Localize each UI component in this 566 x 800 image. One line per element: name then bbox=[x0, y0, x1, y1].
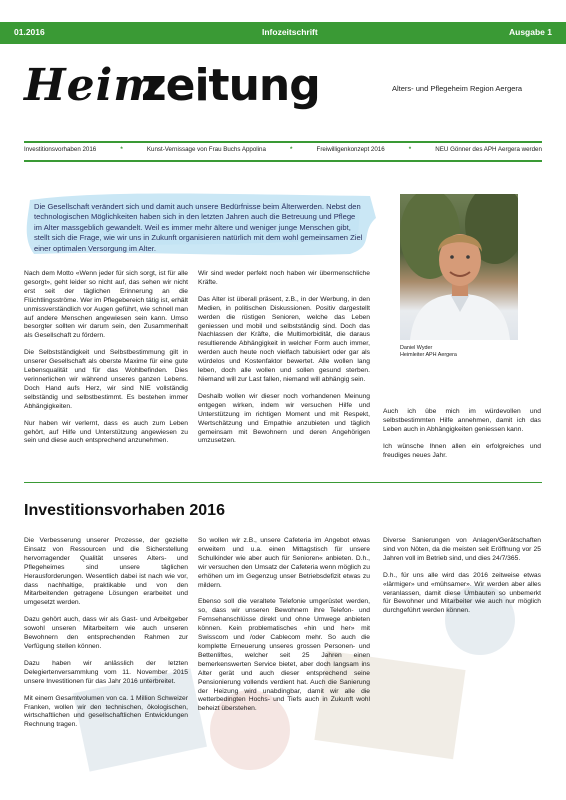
article1-column-2 bbox=[198, 270, 370, 454]
portrait-photo bbox=[400, 194, 518, 340]
paragraph: Das Alter ist überall präsent, z.B., in der Werbung, in den Medien, in politischen Diskussionen. Positiv dargestellt werden die rüstigen Senioren, welche das Leben geniessen und mobil und selbstständig sind. Doch das Nachlassen der Kräfte, die Multimorbidität, die daraus resultierende Abhängigkeit in welcher Form auch immer, werden auch heute noch vielfach tabuisiert oder gar als würdelos und Kostenfaktor bewertet. Alle wollen lang leben, doch alle wollen und sollen gesund sterben. Niemand will zur Last fallen, niemand will abhängig sein. bbox=[198, 295, 370, 383]
issue-number: 01.2016 bbox=[14, 27, 45, 37]
caption-name: Daniel Wyder bbox=[400, 345, 433, 351]
paragraph: Deshalb wollen wir dieser noch vorhandenen Meinung entgegen wirken, indem wir versuchen Hilfe und Unterstützung im richtigen Moment und mit Respekt, Wertschätzung und Empathie anzubieten und täglich gemeinsam mit Bewohnern und deren Angehörigen umzusetzen. bbox=[198, 392, 370, 445]
nav-separator: * bbox=[120, 146, 123, 153]
photo-caption bbox=[400, 345, 457, 359]
paragraph: Auch ich übe mich im würdevollen und selbstbestimmten Hilfe annehmen, damit ich das Leben auch in Abhängigkeiten geniessen kann. bbox=[383, 408, 541, 433]
nav-separator: * bbox=[408, 146, 412, 153]
nav-item: Kunst-Vernissage von Frau Buchs Appolina bbox=[146, 146, 266, 153]
masthead-logo bbox=[24, 58, 364, 118]
logo-script: Heim bbox=[24, 60, 161, 111]
contents-nav bbox=[24, 146, 542, 158]
nav-item: Investitionsvorhaben 2016 bbox=[24, 146, 97, 153]
intro-paragraph: Die Gesellschaft verändert sich und damit auch unsere Bedürfnisse beim Älterwerden. Nebst den technologischen Möglichkeiten haben sich in den letzten Jahren auch die Betreuung und Pflege im Alter massgeblich gewandelt. Weil es immer mehr ältere und weniger junge Menschen gibt, stellt sich die Frage, wie wir uns in Zukunft organisieren natürlich mit dem wohl gemeinsamen Ziel einer optimalen Versorgung im Alter. bbox=[34, 202, 363, 253]
portrait-illustration bbox=[400, 194, 518, 340]
section2-column-3 bbox=[383, 537, 541, 624]
paragraph: Diverse Sanierungen von Anlagen/Gerätschaften sind von Nöten, da die meisten seit Eröffnung vor 25 Jahren voll im Betrieb sind, und dies 24/7/365. bbox=[383, 537, 541, 562]
top-banner bbox=[0, 22, 566, 44]
paragraph: Dazu haben wir anlässlich der letzten Delegiertenversammlung vom 11. November 2015 unsere Investitionen für das Jahr 2016 unterbreitet. bbox=[24, 659, 188, 685]
nav-item: Freiwilligenkonzept 2016 bbox=[316, 146, 385, 153]
section-divider bbox=[24, 482, 542, 483]
nav-item: NEU Gönner des APH Aergera werden bbox=[435, 146, 542, 153]
nav-divider-bottom bbox=[24, 160, 542, 162]
logo-plain: zeitung bbox=[141, 60, 320, 111]
paragraph: So wollen wir z.B., unsere Cafeteria im Angebot etwas erweitern und u.a. einen Mittagstisch für unsere Schulkinder wie aber auch für Senioren« anbieten. D.h., wir versuchen den Umsatz der Cafeteria wenn möglich zu erhöhen um im Gegenzug unser Betriebsdefizit etwas zu mildern. bbox=[198, 537, 370, 589]
article1-column-1 bbox=[24, 270, 188, 454]
nav-divider-top bbox=[24, 141, 542, 143]
paragraph: Dazu gehört auch, dass wir als Gast- und Arbeitgeber sowohl unseren Mitarbeitern wie auch unseren Bewohnern den entsprechenden Rahmen zur Verfügung stellen können. bbox=[24, 616, 188, 650]
paragraph: Die Verbesserung unserer Prozesse, der gezielte Einsatz von Ressourcen und die Sicherstellung hervorragender Qualität unseres Alters- und Pflegeheimes sind unsere täglichen Herausforderungen. Wesentlich dabei ist nach wie vor, dass nachhaltige, praktikable und von den Mitarbeitenden getragene Lösungen erarbeitet und umgesetzt werden. bbox=[24, 537, 188, 607]
tagline: Alters- und Pflegeheim Region Aergera bbox=[392, 84, 523, 93]
paragraph: Nur haben wir verlernt, dass es auch zum Leben gehört, auf Hilfe und Unterstützung angewiesen zu sein und diese auch entsprechend anzunehmen. bbox=[24, 419, 188, 445]
section2-column-1 bbox=[24, 537, 188, 738]
edition-label: Ausgabe 1 bbox=[509, 27, 552, 37]
caption-role: Heimleiter APH Aergera bbox=[400, 352, 457, 358]
section-title: Investitionsvorhaben 2016 bbox=[24, 502, 225, 519]
paragraph: Ich wünsche Ihnen allen ein erfolgreiches und freudiges neues Jahr. bbox=[383, 442, 541, 459]
nav-separator: * bbox=[290, 146, 293, 153]
paragraph: Nach dem Motto «Wenn jeder für sich sorgt, ist für alle gesorgt», geht leider so nicht auf, das sehen wir nicht erst seit der täglichen Erinnerung an die Flüchtlingsströme. Wer im Pflegebereich tätig ist, erhält unmissverständlich vor Augen geführt, wie schnell man auf andere Menschen angewiesen sein kann. Umso besorgter sollten wir darum sein, den Zusammenhalt als Gesellschaft zu fördern. bbox=[24, 270, 188, 340]
article1-column-3 bbox=[383, 408, 541, 469]
paragraph: Mit einem Gesamtvolumen von ca. 1 Million Schweizer Franken, wollen wir den technischen, ökologischen, wirtschaftlichen und gesellschaftlichen Entwicklungen Rechnung tragen. bbox=[24, 694, 188, 729]
section2-column-2 bbox=[198, 537, 370, 722]
paragraph: Wir sind weder perfekt noch haben wir übermenschliche Kräfte. bbox=[198, 270, 370, 286]
paragraph: Ebenso soll die veraltete Telefonie umgerüstet werden, so, dass wir unseren Bewohnern ihre Telefon- und Fernsehanschlüsse direkt und ohne Umwege anbieten können. Kein problematisches «hin und her» mit Swisscom und /oder Cablecom mehr. So auch die komplette Erneuerung unseres grossen Personen- und Bettenliftes, welcher seit 25 Jahren einen bemerkenswerten Service bietet, aber doch langsam ins Alter gerät und auch dieser entsprechend seine Pensionierung vollends verdient hat. Auch die Sanierung der Heizung wird unabdingbar, damit wir alle die wetterbedingten Hochs- und Tiefs auch in Zukunft wohl beheizt überstehen. bbox=[198, 598, 370, 713]
publication-type: Infozeitschrift bbox=[262, 27, 318, 37]
paragraph: D.h., für uns alle wird das 2016 zeitweise etwas «lärmiger» und «mühsamer». Wir werden aber alles veranlassen, damit diese Umbauten so unbemerkt für Bewohner und Mitarbeiter wie auch nur möglich durchgeführt werden können. bbox=[383, 571, 541, 615]
paragraph: Die Selbstständigkeit und Selbstbestimmung gilt in unserer Gesellschaft als oberste Maxime für eine gute Lebensqualität und für das Wohlbefinden. Dies verinnerlichen wir während unseres ganzen Lebens. Doch Hand aufs Herz, wir sind NIE vollständig selbständig und selbstbestimmt. Es bestehen immer Abhängigkeiten. bbox=[24, 349, 188, 410]
